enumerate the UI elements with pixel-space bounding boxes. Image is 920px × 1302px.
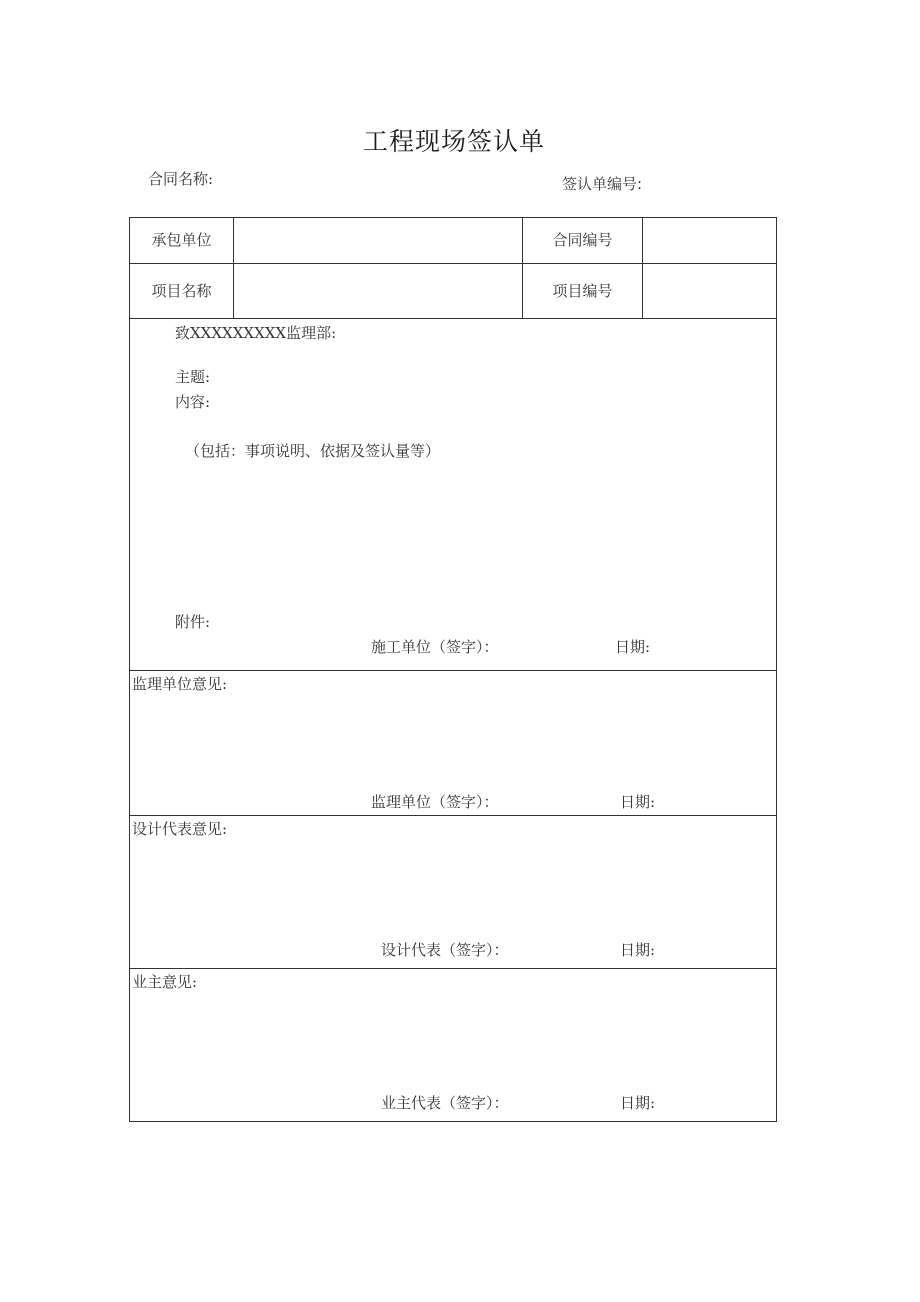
project-name-label: 项目名称 xyxy=(151,282,212,300)
sign-number-label: 签认单编号: xyxy=(562,175,643,193)
designer-date-label: 日期: xyxy=(620,941,656,959)
supervisor-date-label: 日期: xyxy=(620,793,656,811)
contract-name-label: 合同名称: xyxy=(148,170,214,188)
designer-opinion-heading: 设计代表意见: xyxy=(132,820,228,838)
addressee: 致XXXXXXXXX监理部: xyxy=(175,324,337,342)
owner-signature-label: 业主代表（签字）： xyxy=(381,1094,509,1112)
contractor-date-label: 日期: xyxy=(615,638,651,656)
supervisor-opinion-heading: 监理单位意见: xyxy=(132,675,228,693)
content-label: 内容: xyxy=(175,393,211,411)
content-hint: （包括：事项说明、依据及签认量等） xyxy=(185,442,441,460)
contract-number-label: 合同编号 xyxy=(552,231,613,249)
contractor-signature-label: 施工单位（签字）： xyxy=(371,638,499,656)
designer-signature-label: 设计代表（签字）： xyxy=(381,941,509,959)
row-divider xyxy=(130,968,776,969)
contractor-label: 承包单位 xyxy=(151,231,212,249)
subject-label: 主题: xyxy=(175,368,211,386)
row-divider xyxy=(130,815,776,816)
attachment-label: 附件: xyxy=(175,613,211,631)
document-title: 工程现场签认单 xyxy=(362,127,545,156)
owner-opinion-heading: 业主意见: xyxy=(132,973,198,991)
row-divider xyxy=(130,670,776,671)
contractor-field[interactable] xyxy=(234,218,522,263)
project-number-label: 项目编号 xyxy=(552,282,613,300)
project-name-field[interactable] xyxy=(234,264,522,318)
owner-date-label: 日期: xyxy=(620,1094,656,1112)
sign-off-form xyxy=(129,217,777,1122)
project-number-field[interactable] xyxy=(643,264,776,318)
supervisor-signature-label: 监理单位（签字）： xyxy=(371,793,499,811)
contract-number-field[interactable] xyxy=(643,218,776,263)
row-divider xyxy=(130,318,776,319)
